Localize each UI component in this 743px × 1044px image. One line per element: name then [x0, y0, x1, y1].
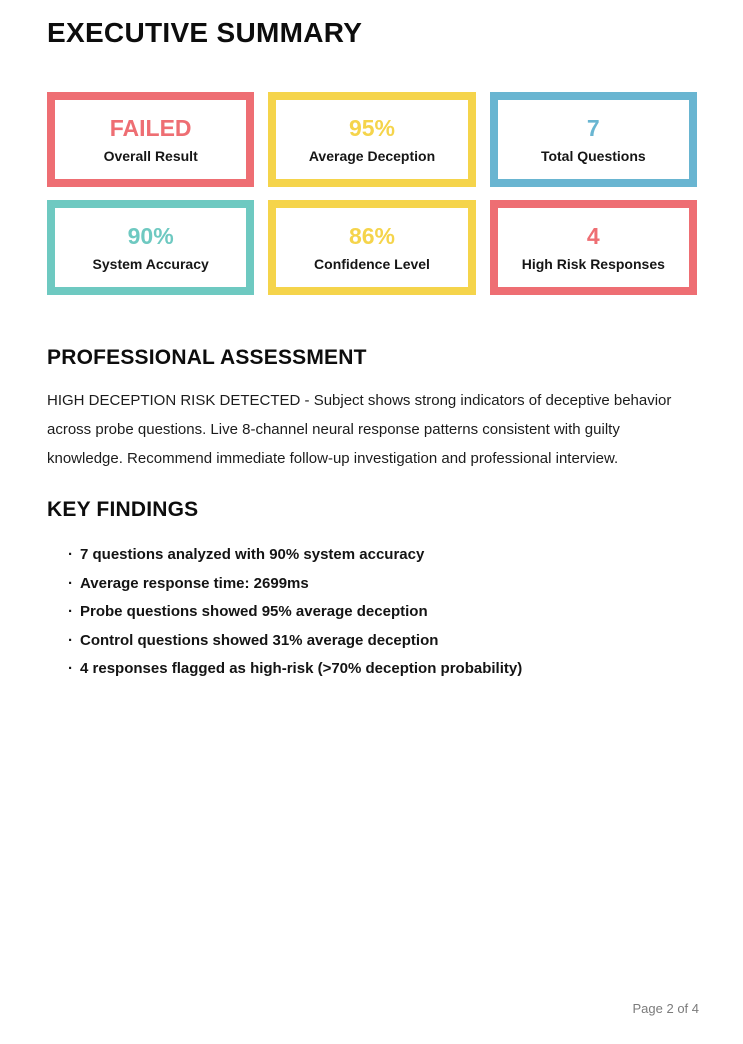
stat-card-system-accuracy: [47, 200, 254, 295]
stat-card-average-deception: [268, 92, 475, 187]
bullet-dot: ·: [68, 546, 73, 563]
finding-item: [68, 570, 697, 599]
stat-label: Total Questions: [540, 147, 646, 164]
bullet-dot: ·: [68, 574, 73, 592]
bullet-dot: ·: [68, 603, 73, 620]
finding-item: [68, 655, 697, 684]
stat-value: 86%: [348, 222, 396, 249]
stat-label: High Risk Responses: [521, 255, 665, 272]
stat-label: Average Deception: [308, 147, 436, 164]
bullet-dot: ·: [68, 660, 73, 677]
key-findings-list: [47, 541, 697, 684]
stat-card-grid: [47, 92, 697, 295]
page-title: EXECUTIVE SUMMARY: [47, 17, 363, 48]
professional-assessment-heading: PROFESSIONAL ASSESSMENT: [47, 346, 367, 369]
stat-value: 95%: [348, 114, 396, 141]
finding-text: Average response time: 2699ms: [80, 574, 309, 592]
stat-value: 7: [586, 114, 600, 141]
stat-card-confidence-level: [268, 200, 475, 295]
stat-label: Confidence Level: [314, 255, 430, 272]
professional-assessment-body: HIGH DECEPTION RISK DETECTED - Subject shows strong indicators of deceptive behavior across probe questions. Live 8-channel neural response patterns consistent with guilty knowledge. Recommend immediate follow-up investigation and professional interview.: [47, 392, 672, 467]
stat-card-high-risk-responses: [490, 200, 697, 295]
finding-text: Control questions showed 31% average deception: [80, 631, 439, 649]
finding-text: Probe questions showed 95% average deception: [80, 603, 428, 620]
stat-value: 90%: [127, 222, 174, 249]
finding-text: 7 questions analyzed with 90% system accuracy: [80, 546, 425, 563]
finding-text: 4 responses flagged as high-risk (>70% deception probability): [80, 660, 523, 677]
page-number: Page 2 of 4: [632, 1001, 699, 1016]
stat-card-total-questions: [490, 92, 697, 187]
stat-card-overall-result: [47, 92, 254, 187]
stat-value: 4: [586, 222, 600, 249]
finding-item: [68, 598, 697, 627]
stat-label: Overall Result: [103, 147, 198, 164]
bullet-dot: ·: [68, 631, 73, 649]
finding-item: [68, 541, 697, 570]
stat-value: FAILED: [109, 114, 192, 141]
key-findings-heading: KEY FINDINGS: [47, 498, 199, 521]
finding-item: [68, 627, 697, 656]
stat-label: System Accuracy: [92, 255, 209, 272]
